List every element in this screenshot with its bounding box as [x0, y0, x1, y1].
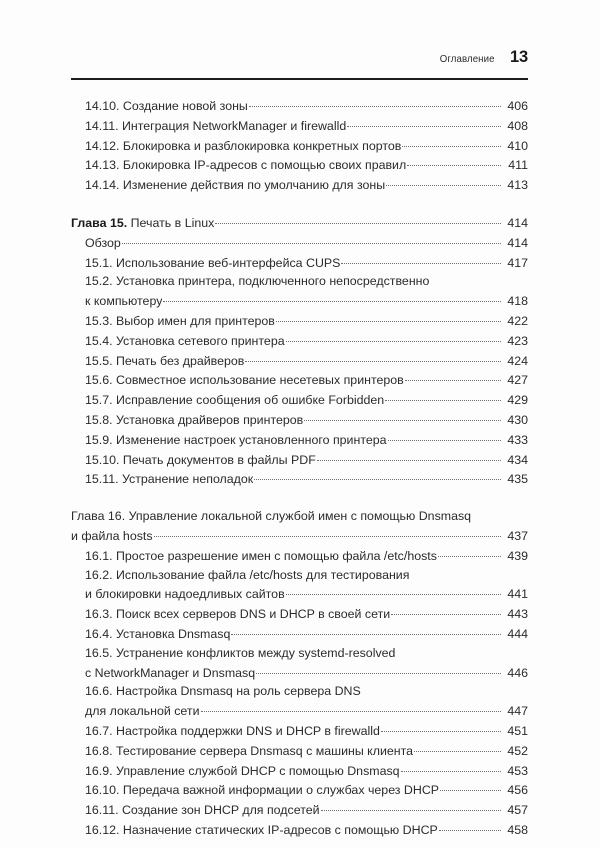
toc-dot-leader	[402, 136, 501, 150]
toc-entry-page-number: 439	[507, 548, 528, 563]
toc-entry-line	[85, 761, 528, 781]
toc-entry-page-number: 443	[507, 607, 528, 622]
toc-entry-line	[85, 663, 528, 683]
toc-entry-title: 16.3. Поиск всех серверов DNS и DHCP в своей сети	[85, 607, 391, 622]
toc-section-entry[interactable]	[85, 410, 528, 430]
toc-dot-leader	[122, 233, 501, 247]
toc-entry-line	[85, 800, 528, 820]
toc-entry-label	[85, 176, 385, 195]
toc-entry-line	[85, 233, 528, 253]
toc-section-entry[interactable]	[85, 370, 528, 390]
toc-dot-leader	[388, 430, 501, 444]
toc-dot-leader	[163, 291, 501, 305]
toc-entry-line	[85, 604, 528, 624]
toc-dot-leader	[304, 410, 501, 424]
toc-section-entry[interactable]	[85, 450, 528, 470]
toc-dot-leader	[401, 761, 501, 775]
toc-entry-label	[85, 332, 285, 351]
toc-entry-label	[85, 451, 316, 470]
toc-dot-leader	[321, 800, 501, 814]
toc-entry-page-number: 444	[507, 626, 528, 641]
toc-section-entry[interactable]	[85, 116, 528, 136]
toc-entry-title: 16.6. Настройка Dnsmasq на роль сервера DNS	[85, 684, 361, 699]
page-number: 13	[510, 48, 528, 66]
toc-entry-line	[85, 96, 528, 116]
toc-entry-title: 16.10. Передача важной информации о службах через DHCP	[85, 783, 440, 798]
toc-chapter-entry[interactable]	[71, 213, 528, 233]
toc-entry-line	[85, 546, 528, 566]
toc-section-entry[interactable]	[85, 546, 528, 566]
toc-entry-line	[85, 410, 528, 430]
toc-entry-page-number: 457	[507, 803, 528, 818]
toc-entry-line	[85, 331, 528, 351]
toc-entry-page-number: 433	[507, 432, 528, 447]
toc-entry-title: 16.8. Тестирование сервера Dnsmasq с машины клиента	[85, 743, 414, 758]
toc-entry-title: 15.1. Использование веб-интерфейса CUPS	[85, 255, 341, 270]
toc-dot-leader	[391, 604, 501, 618]
toc-entry-line	[85, 682, 528, 701]
toc-entry-title: 14.11. Интеграция NetworkManager и firewalld	[85, 118, 347, 133]
toc-entry-page-number: 452	[507, 743, 528, 758]
toc-entry-page-number: 446	[507, 665, 528, 680]
toc-entry-label	[85, 702, 200, 721]
toc-entry-page-number: 422	[507, 313, 528, 328]
toc-entry-title: 16.12. Назначение статических IP-адресов с помощью DHCP	[85, 822, 438, 837]
toc-entry-title: для локальной сети	[85, 704, 200, 719]
toc-section-entry[interactable]	[85, 331, 528, 351]
toc-entry-page-number: 429	[507, 393, 528, 408]
toc-section-entry[interactable]	[85, 800, 528, 820]
toc-section-entry[interactable]	[85, 780, 528, 800]
toc-section-entry[interactable]	[85, 390, 528, 410]
toc-entry-line	[85, 175, 528, 195]
toc-section-entry[interactable]	[85, 136, 528, 156]
toc-section-entry[interactable]	[85, 96, 528, 116]
toc-entry-page-number: 411	[508, 158, 528, 173]
toc-entry-page-number: 456	[507, 783, 528, 798]
toc-entry-title: 16.4. Установка Dnsmasq	[85, 626, 231, 641]
toc-dot-leader	[347, 116, 501, 130]
toc-entry-page-number: 441	[507, 587, 528, 602]
toc-entry-label	[85, 664, 255, 683]
toc-section-entry[interactable]	[85, 761, 528, 781]
toc-entry-title: Управление локальной службой имен с помощью Dnsmasq	[128, 509, 472, 524]
toc-entry-page-number: 414	[507, 235, 528, 250]
toc-entry-title: 16.9. Управление службой DHCP с помощью Dnsmasq	[85, 763, 400, 778]
toc-dot-leader	[385, 390, 501, 404]
toc-section-entry[interactable]	[85, 469, 528, 489]
toc-entry-title: 14.13. Блокировка IP-адресов с помощью своих правил	[85, 158, 407, 173]
toc-entry-title: к компьютеру	[85, 294, 163, 309]
toc-entry-line	[85, 272, 528, 291]
toc-section-entry[interactable]	[85, 624, 528, 644]
toc-entry-title: 16.1. Простое разрешение имен с помощью файла /etc/hosts	[85, 548, 437, 563]
toc-entry-page-number: 424	[507, 353, 528, 368]
toc-entry-title: 14.14. Изменение действия по умолчанию для зоны	[85, 178, 386, 193]
toc-entry-label	[85, 352, 244, 371]
toc-entry-page-number: 414	[507, 215, 528, 230]
toc-entry-title: 15.11. Устранение неполадок	[85, 472, 254, 487]
toc-entry-label	[85, 801, 320, 820]
toc-section-entry[interactable]	[85, 253, 528, 273]
toc-entry-line	[85, 566, 528, 585]
toc-entry-page-number: 410	[507, 138, 528, 153]
toc-section-entry[interactable]	[85, 820, 528, 840]
toc-entry-line	[85, 469, 528, 489]
toc-entry-line	[85, 584, 528, 604]
toc-entry-title: Обзор	[85, 235, 121, 250]
toc-entry-label	[71, 527, 153, 546]
toc-entry-page-number: 435	[507, 472, 528, 487]
toc-dot-leader	[154, 526, 501, 540]
toc-dot-leader	[201, 701, 501, 715]
toc-entry-line	[85, 450, 528, 470]
toc-entry-page-number: 430	[507, 412, 528, 427]
toc-dot-leader	[407, 155, 501, 169]
table-of-contents	[71, 96, 528, 840]
toc-dot-leader	[317, 450, 501, 464]
toc-entry-line	[85, 311, 528, 331]
toc-entry-line	[85, 370, 528, 390]
toc-entry-line	[85, 430, 528, 450]
toc-entry-label	[85, 234, 121, 253]
toc-chapter-entry[interactable]	[71, 507, 528, 546]
toc-section-entry[interactable]	[85, 430, 528, 450]
toc-section-entry[interactable]	[85, 155, 528, 175]
toc-entry-label	[85, 371, 404, 390]
toc-dot-leader	[440, 780, 501, 794]
toc-dot-leader	[381, 721, 501, 735]
header-rule	[71, 78, 528, 80]
toc-dot-leader	[231, 624, 501, 638]
toc-entry-page-number: 453	[507, 763, 528, 778]
toc-dot-leader	[286, 331, 501, 345]
toc-entry-label	[85, 742, 413, 761]
toc-entry-title: 16.5. Устранение конфликтов между systemd-resolved	[85, 645, 396, 660]
toc-entry-label	[85, 312, 275, 331]
toc-entry-page-number: 437	[507, 528, 528, 543]
toc-entry-title: 15.2. Установка принтера, подключенного непосредственно	[85, 274, 430, 289]
running-header-title: Оглавление	[440, 53, 495, 65]
toc-entry-page-number: 417	[507, 255, 528, 270]
toc-entry-label	[85, 821, 438, 840]
toc-entry-label	[85, 411, 303, 430]
toc-entry-line	[85, 741, 528, 761]
toc-dot-leader	[286, 584, 501, 598]
toc-section-entry[interactable]	[85, 175, 528, 195]
toc-entry-page-number: 434	[507, 452, 528, 467]
toc-entry-label	[85, 292, 162, 311]
toc-entry-title: 14.10. Создание новой зоны	[85, 99, 248, 113]
toc-entry-label	[85, 781, 439, 800]
toc-entry-label	[85, 762, 400, 781]
toc-entry-line	[85, 624, 528, 644]
toc-dot-leader	[276, 311, 501, 325]
toc-section-entry[interactable]	[85, 272, 528, 311]
toc-section-entry[interactable]	[85, 311, 528, 331]
toc-entry-line	[85, 820, 528, 840]
toc-entry-line	[85, 701, 528, 721]
toc-entry-line	[85, 780, 528, 800]
toc-entry-label	[85, 625, 230, 644]
toc-entry-title: 15.8. Установка драйверов принтеров	[85, 412, 304, 427]
toc-entry-title: 15.4. Установка сетевого принтера	[85, 333, 285, 348]
toc-entry-page-number: 447	[507, 704, 528, 719]
toc-entry-label	[71, 214, 214, 233]
toc-entry-page-number: 406	[507, 99, 528, 113]
toc-entry-line	[85, 390, 528, 410]
toc-dot-leader	[254, 469, 501, 483]
toc-section-entry[interactable]	[85, 604, 528, 624]
toc-entry-page-number: 427	[507, 373, 528, 388]
toc-entry-label	[85, 585, 285, 604]
toc-entry-line	[85, 116, 528, 136]
toc-entry-title: 16.2. Использование файла /etc/hosts для тестирования	[85, 567, 410, 582]
toc-entry-line	[85, 291, 528, 311]
toc-entry-title: 15.5. Печать без драйверов	[85, 353, 245, 368]
toc-entry-title: Печать в Linux	[130, 215, 215, 230]
toc-entry-line	[85, 351, 528, 371]
toc-entry-line	[71, 213, 528, 233]
toc-entry-label	[85, 97, 248, 116]
toc-dot-leader	[256, 663, 501, 677]
toc-section-entry[interactable]	[85, 741, 528, 761]
toc-section-entry[interactable]	[85, 682, 528, 721]
toc-entry-title: 16.7. Настройка поддержки DNS и DHCP в firewalld	[85, 723, 380, 738]
running-header	[71, 48, 528, 74]
toc-entry-page-number: 408	[507, 118, 528, 133]
toc-dot-leader	[405, 370, 501, 384]
toc-dot-leader	[439, 820, 501, 834]
toc-entry-line	[85, 155, 528, 175]
toc-entry-label	[85, 470, 253, 489]
toc-entry-line	[85, 644, 528, 663]
toc-entry-page-number: 458	[507, 822, 528, 837]
toc-dot-leader	[249, 96, 501, 110]
toc-dot-leader	[215, 213, 501, 227]
toc-section-entry[interactable]	[85, 351, 528, 371]
toc-entry-label	[85, 605, 390, 624]
toc-section-entry[interactable]	[85, 644, 528, 683]
toc-entry-title: 16.11. Создание зон DHCP для подсетей	[85, 803, 320, 818]
toc-section-entry[interactable]	[85, 721, 528, 741]
toc-entry-label	[85, 431, 387, 450]
toc-entry-line	[85, 253, 528, 273]
toc-entry-line	[85, 721, 528, 741]
toc-entry-title: и блокировки надоедливых сайтов	[85, 587, 285, 602]
toc-entry-title: 15.7. Исправление сообщения об ошибке Forbidden	[85, 393, 385, 408]
toc-entry-page-number: 413	[507, 178, 528, 193]
toc-entry-label	[85, 391, 384, 410]
toc-entry-line	[85, 136, 528, 156]
toc-chapter-number: Глава 16.	[71, 509, 126, 524]
toc-entry-label	[85, 137, 401, 156]
toc-entry-label	[85, 722, 380, 741]
toc-entry-label	[85, 254, 340, 273]
toc-entry-label	[85, 117, 346, 136]
toc-entry-title: с NetworkManager и Dnsmasq	[85, 665, 256, 680]
toc-dot-leader	[414, 741, 501, 755]
toc-entry-label	[85, 547, 437, 566]
toc-dot-leader	[245, 351, 501, 365]
toc-dot-leader	[341, 253, 501, 267]
toc-section-entry[interactable]	[85, 566, 528, 605]
toc-chapter-number: Глава 15.	[71, 215, 128, 230]
toc-entry-title: 14.12. Блокировка и разблокировка конкретных портов	[85, 138, 402, 153]
toc-dot-leader	[438, 546, 501, 560]
toc-entry-line	[71, 507, 528, 526]
toc-entry-line	[71, 526, 528, 546]
toc-entry-title: и файла hosts	[71, 528, 153, 543]
toc-entry-page-number: 423	[507, 333, 528, 348]
toc-entry-page-number: 451	[507, 723, 528, 738]
toc-entry-title: 15.3. Выбор имен для принтеров	[85, 313, 275, 328]
toc-entry-label	[85, 156, 406, 175]
toc-entry-page-number: 418	[507, 294, 528, 309]
toc-section-entry[interactable]	[85, 233, 528, 253]
toc-entry-title: 15.6. Совместное использование несетевых принтеров	[85, 373, 404, 388]
toc-dot-leader	[386, 175, 501, 189]
toc-entry-title: 15.10. Печать документов в файлы PDF	[85, 452, 316, 467]
toc-entry-title: 15.9. Изменение настроек установленного принтера	[85, 432, 387, 447]
